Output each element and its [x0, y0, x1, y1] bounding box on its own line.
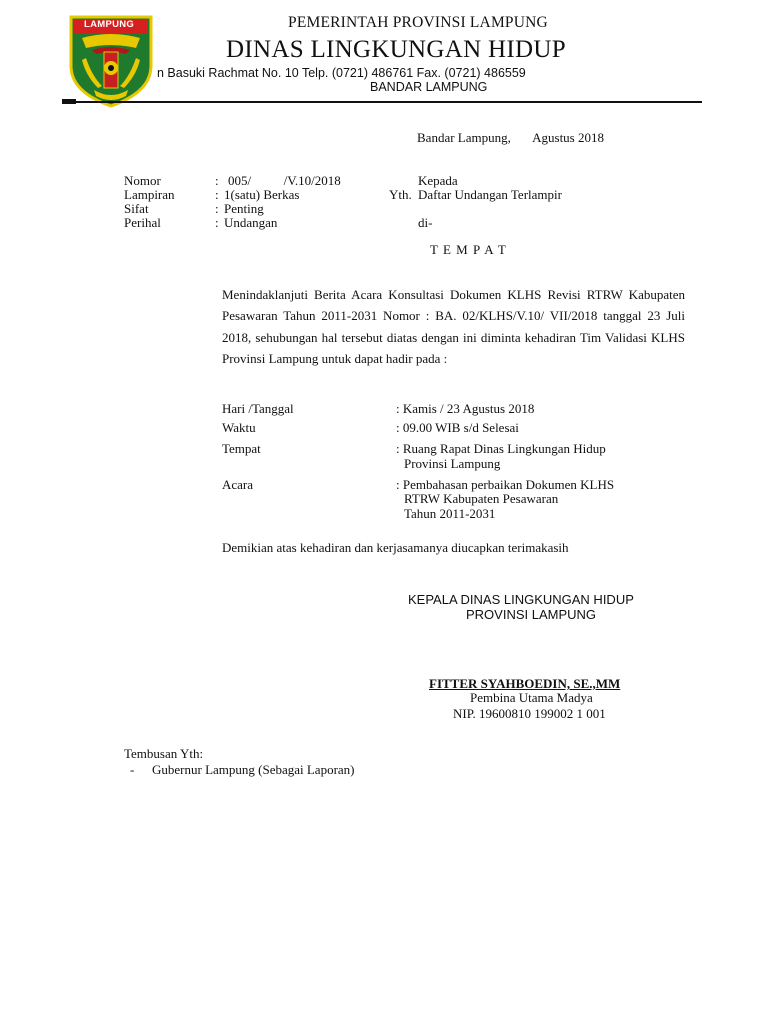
meta-label-sifat: Sifat: [124, 201, 149, 216]
meta-sep-lampiran: :: [215, 187, 219, 202]
schedule-agenda-line1: : Pembahasan perbaikan Dokumen KLHS: [396, 477, 615, 492]
recipient-yth: Yth.: [389, 187, 412, 202]
schedule-time-value: : 09.00 WIB s/d Selesai: [396, 420, 519, 435]
meta-label-lampiran: Lampiran: [124, 187, 175, 202]
schedule-place-line1: : Ruang Rapat Dinas Lingkungan Hidup: [396, 441, 606, 456]
signatory-rank: Pembina Utama Madya: [470, 690, 593, 705]
meta-sep-perihal: :: [215, 215, 219, 230]
agency-city: BANDAR LAMPUNG: [370, 80, 488, 94]
closing-sentence: Demikian atas kehadiran dan kerjasamanya diucapkan terimakasih: [222, 540, 569, 555]
meta-value-nomor: 005/ /V.10/2018: [228, 173, 341, 188]
cc-item: Gubernur Lampung (Sebagai Laporan): [152, 762, 355, 777]
schedule-place-line2: Provinsi Lampung: [404, 456, 501, 471]
letterhead-rule: [62, 101, 702, 103]
meta-label-perihal: Perihal: [124, 215, 161, 230]
meta-label-nomor: Nomor: [124, 173, 161, 188]
lampung-emblem-logo: [68, 14, 154, 108]
schedule-agenda-line3: Tahun 2011-2031: [404, 506, 496, 521]
schedule-agenda-line2: RTRW Kabupaten Pesawaran: [404, 491, 559, 506]
meta-value-perihal: Undangan: [224, 215, 278, 230]
signatory-name: FITTER SYAHBOEDIN, SE.,MM: [429, 676, 621, 691]
recipient-name: Daftar Undangan Terlampir: [418, 187, 562, 202]
meta-value-lampiran: 1(satu) Berkas: [224, 187, 300, 202]
cc-heading: Tembusan Yth:: [124, 746, 204, 761]
agency-name: DINAS LINGKUNGAN HIDUP: [226, 36, 566, 63]
month-year: Agustus 2018: [532, 130, 604, 145]
signature-title-1: KEPALA DINAS LINGKUNGAN HIDUP: [408, 592, 634, 607]
recipient-to: Kepada: [418, 173, 458, 188]
schedule-day-label: Hari /Tanggal: [222, 401, 294, 416]
government-name: PEMERINTAH PROVINSI LAMPUNG: [288, 14, 548, 31]
schedule-time-label: Waktu: [222, 420, 256, 435]
signature-title-2: PROVINSI LAMPUNG: [466, 607, 597, 622]
cc-bullet: -: [130, 762, 135, 777]
schedule-place-label: Tempat: [222, 441, 261, 456]
recipient-di: di-: [418, 215, 433, 230]
schedule-agenda-label: Acara: [222, 477, 254, 492]
agency-address: n Basuki Rachmat No. 10 Telp. (0721) 486761 Fax. (0721) 486559: [157, 66, 526, 80]
signatory-nip: NIP. 19600810 199002 1 001: [453, 706, 606, 721]
schedule-day-value: : Kamis / 23 Agustus 2018: [396, 401, 535, 416]
place-label: Bandar Lampung,: [417, 130, 511, 145]
recipient-place: T E M P A T: [430, 242, 507, 257]
body-paragraph: Menindaklanjuti Berita Acara Konsultasi Dokumen KLHS Revisi RTRW Kabupaten Pesawaran Tahun 2011-2031 Nomor : BA. 02/KLHS/V.10/ VII/2018 tanggal 23 Juli 2018, sehubungan hal tersebut diatas dengan ini diminta kehadiran Tim Validasi KLHS Provinsi Lampung untuk dapat hadir pada :: [222, 287, 685, 366]
meta-sep-nomor: :: [215, 173, 219, 188]
meta-sep-sifat: :: [215, 201, 219, 216]
meta-value-sifat: Penting: [224, 201, 264, 216]
logo-label: LAMPUNG: [84, 19, 135, 30]
place-date: [417, 130, 604, 146]
